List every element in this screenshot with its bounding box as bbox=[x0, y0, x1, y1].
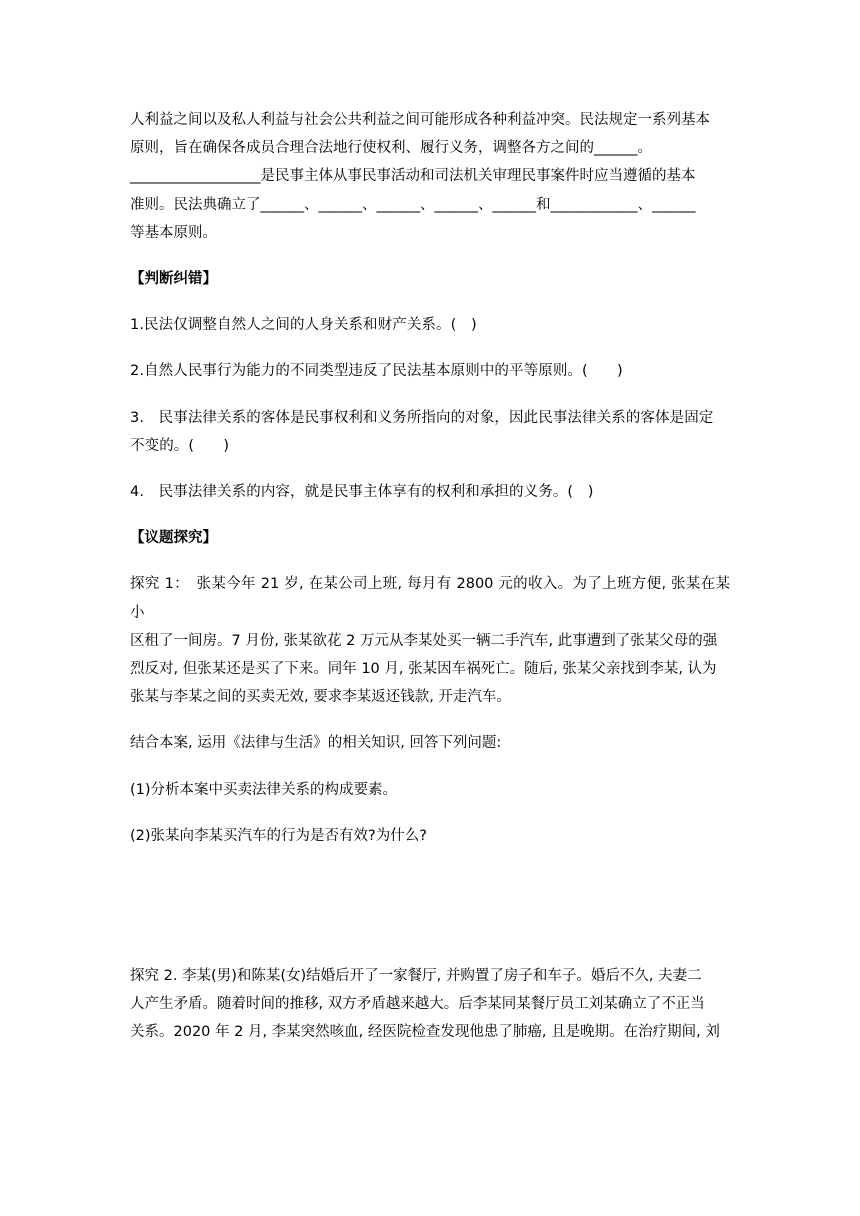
case-2-line: 探究 2. 李某(男)和陈某(女)结婚后开了一家餐厅, 并购置了房子和车子。婚后不久, 夫妻二 bbox=[130, 968, 702, 985]
case-2-line: 人产生矛盾。随着时间的推移, 双方矛盾越来越大。后李某同某餐厅员工刘某确立了不正当 bbox=[130, 996, 705, 1013]
judgment-heading: 【判断纠错】 bbox=[130, 271, 217, 288]
case-1-line: 区租了一间房。7 月份, 张某欲花 2 万元从李某处买一辆二手汽车, 此事遭到了张某父母的强 bbox=[130, 632, 718, 649]
question-1: (1)分析本案中买卖法律关系的构成要素。 bbox=[130, 781, 398, 798]
judgment-item-4: 4. 民事法律关系的内容，就是民事主体享有的权利和承担的义务。( ) bbox=[130, 484, 594, 501]
judgment-item-2: 2.自然人民事行为能力的不同类型违反了民法基本原则中的平等原则。( ) bbox=[130, 363, 623, 380]
intro-paragraph bbox=[130, 106, 730, 247]
intro-line: 等基本原则。 bbox=[130, 224, 217, 241]
judgment-item-3-continued: 不变的。( ) bbox=[130, 437, 230, 454]
case-1-line: 烈反对, 但张某还是买了下来。同年 10 月, 张某因车祸死亡。随后, 张某父亲找到李某, 认为 bbox=[130, 661, 717, 678]
inquiry-case-2 bbox=[130, 962, 730, 1047]
question-2: (2)张某向李某买汽车的行为是否有效?为什么? bbox=[130, 827, 427, 844]
intro-line: 准则。民法典确立了______、______、______、______、______和____________、______ bbox=[130, 196, 696, 213]
intro-line: 人利益之间以及私人利益与社会公共利益之间可能形成各种利益冲突。民法规定一系列基本 bbox=[130, 112, 710, 128]
inquiry-heading: 【议题探究】 bbox=[130, 530, 217, 547]
inquiry-case-1 bbox=[130, 570, 730, 711]
case-1-line: 张某与李某之间的买卖无效, 要求李某返还钱款, 开走汽车。 bbox=[130, 689, 511, 706]
document-body bbox=[130, 106, 730, 1047]
intro-line: __________________是民事主体从事民事活动和司法机关审理民事案件时应当遵循的基本 bbox=[130, 168, 696, 185]
case-2-line: 关系。2020 年 2 月, 李某突然咳血, 经医院检查发现他患了肺癌, 且是晚期。在治疗期间, 刘 bbox=[130, 1024, 720, 1041]
inquiry-prompt: 结合本案, 运用《法律与生活》的相关知识, 回答下列问题: bbox=[130, 735, 502, 752]
judgment-item-1: 1.民法仅调整自然人之间的人身关系和财产关系。( ) bbox=[130, 317, 477, 334]
judgment-item-3: 3. 民事法律关系的客体是民事权利和义务所指向的对象，因此民事法律关系的客体是固定 bbox=[130, 409, 714, 426]
case-1-line: 探究 1： 张某今年 21 岁, 在某公司上班, 每月有 2800 元的收入。为了上班方便, 张某在某小 bbox=[130, 576, 730, 621]
intro-line: 原则，旨在确保各成员合理合法地行使权利、履行义务，调整各方之间的______。 bbox=[130, 140, 652, 157]
